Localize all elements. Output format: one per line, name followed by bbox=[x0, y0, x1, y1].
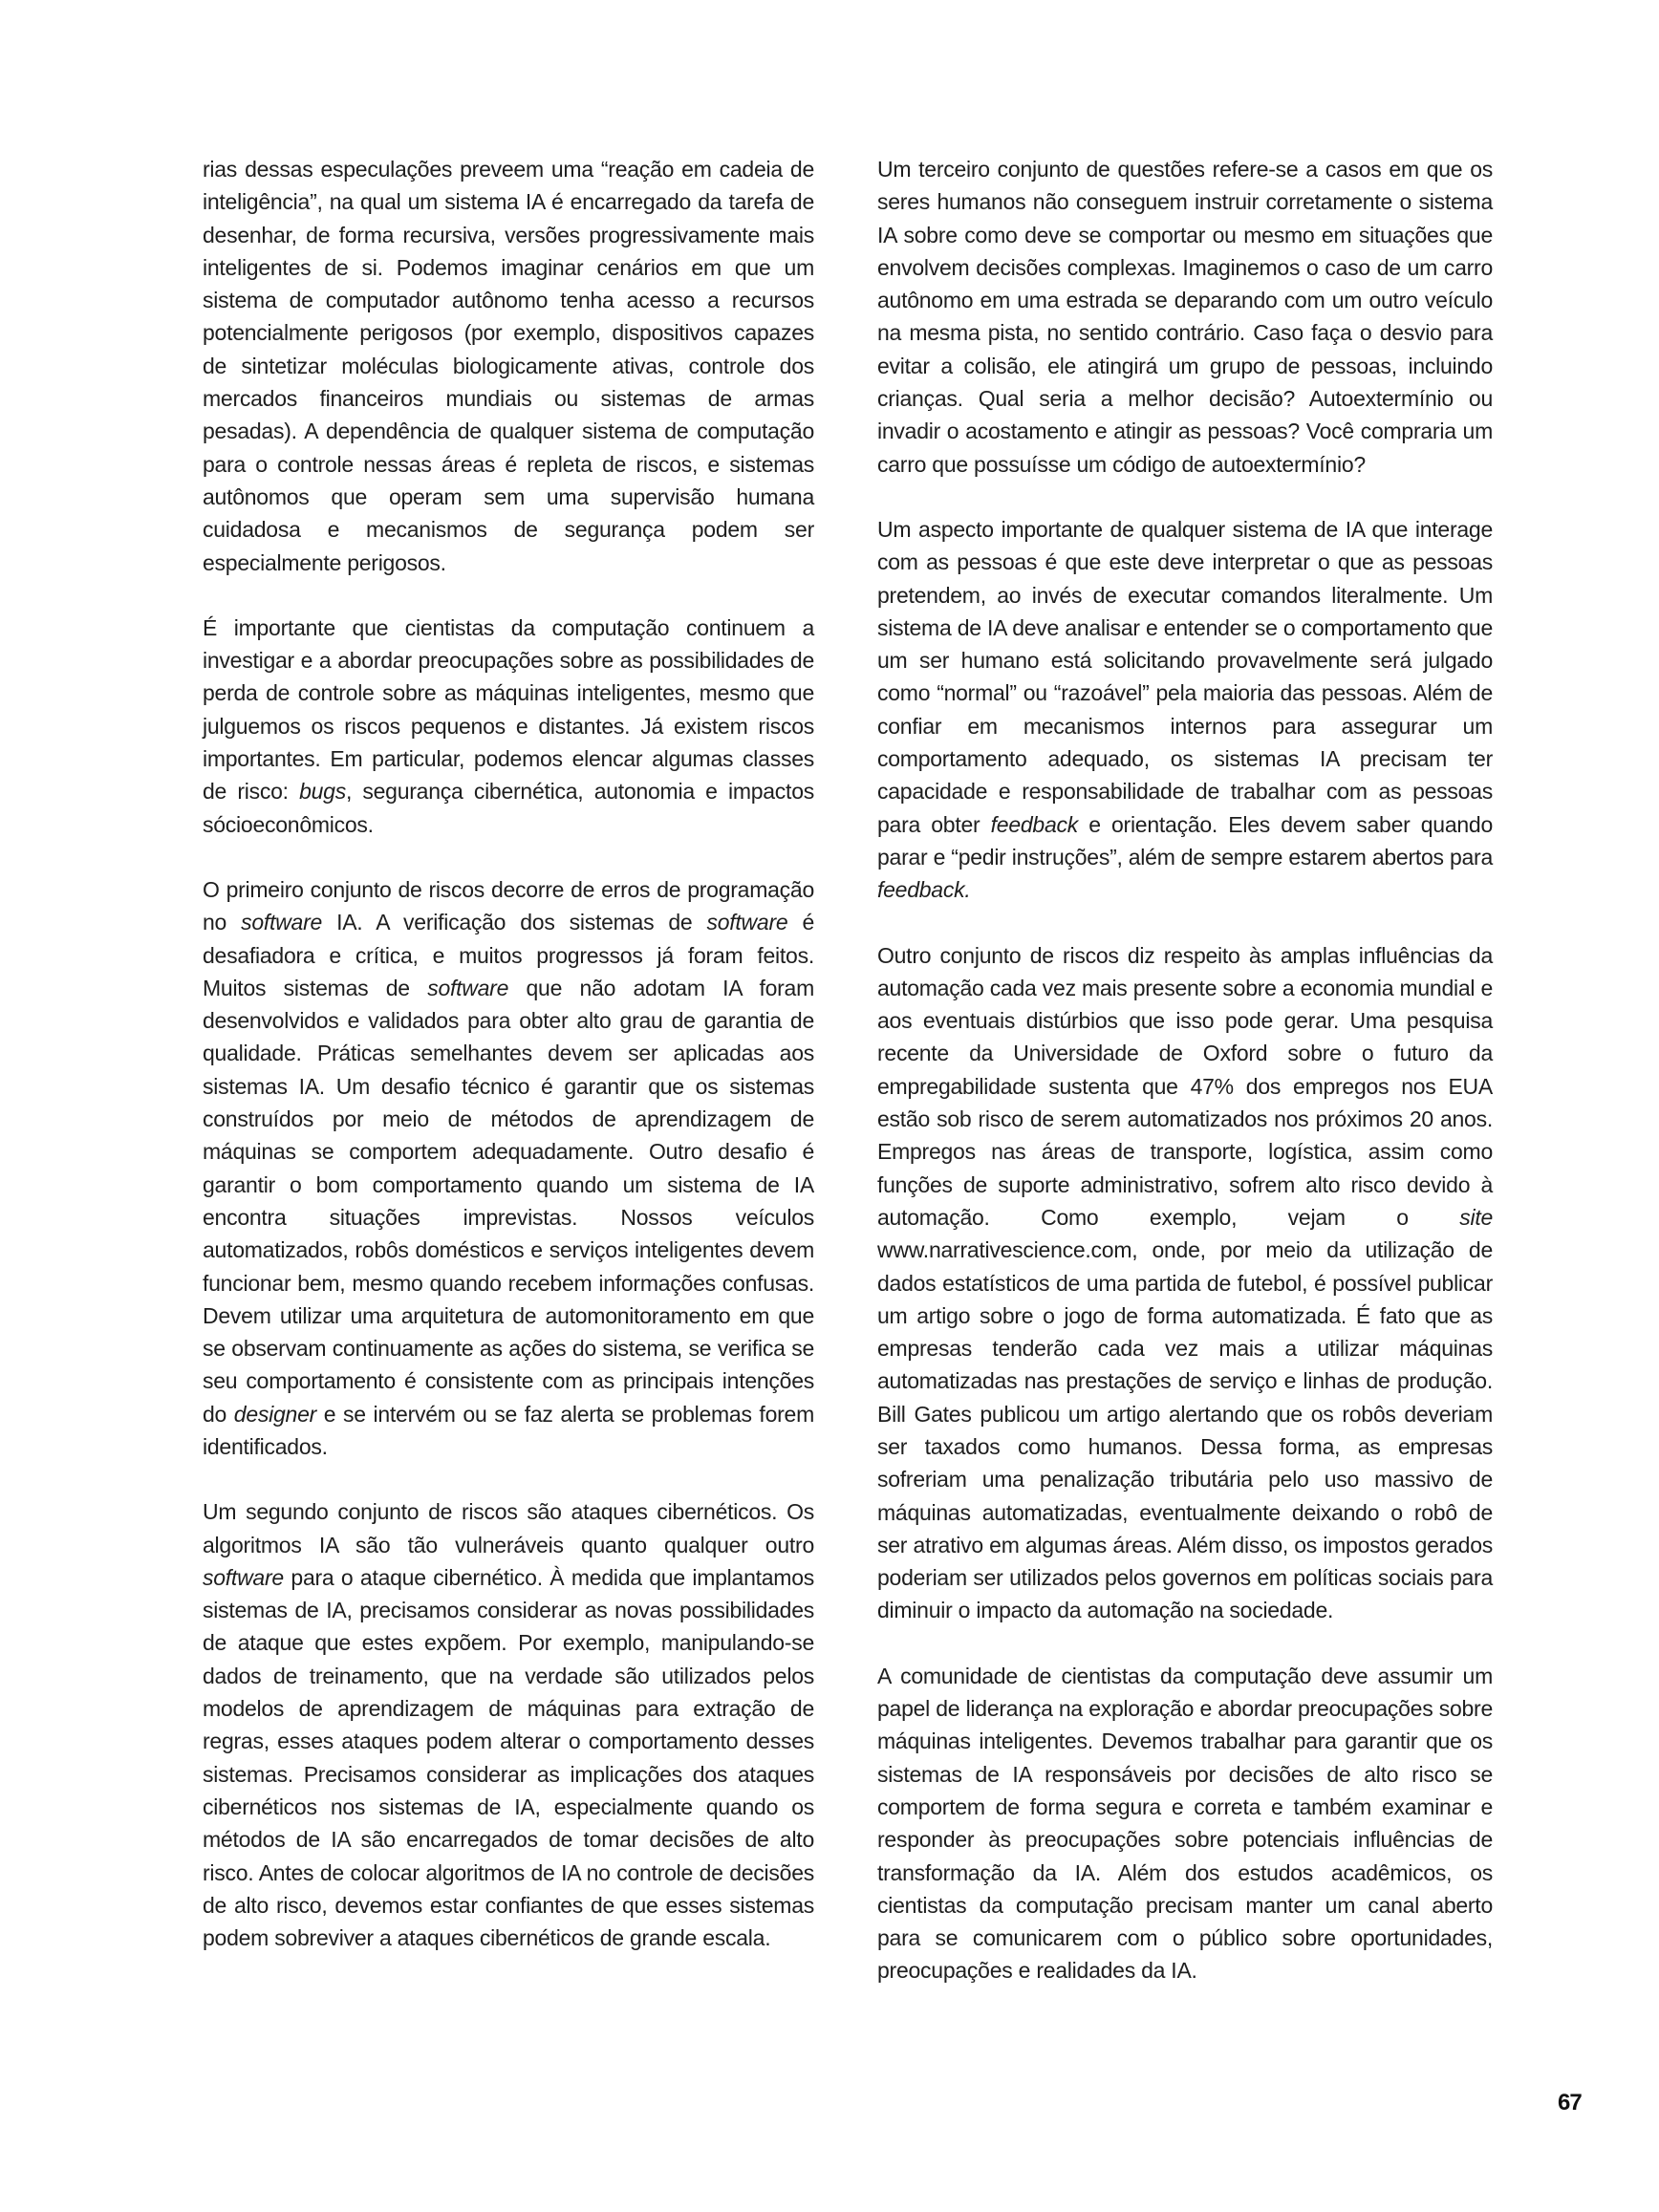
italic-term: software bbox=[706, 910, 788, 935]
paragraph bbox=[877, 1660, 1493, 1987]
paragraph bbox=[203, 153, 814, 579]
right-column bbox=[877, 153, 1493, 1987]
text-run: para o ataque cibernético. À medida que implantamos sistemas de IA, precisamos considerar as novas possibilidades de ataque que estes expõem. Por exemplo, manipulando-se dados de treinamento, que na verdade são utilizados pelos modelos de aprendizagem de máquinas para extração de regras, esses ataques podem alterar o comportamento desses sistemas. Precisamos considerar as implicações dos ataques cibernéticos nos sistemas de IA, especialmente quando os métodos de IA são encarregados de tomar decisões de alto risco. Antes de colocar algoritmos de IA no controle de decisões de alto risco, devemos estar confiantes de que esses sistemas podem sobreviver a ataques cibernéticos de grande escala. bbox=[203, 1564, 814, 1951]
page-number: 67 bbox=[1558, 2090, 1582, 2115]
italic-term: software bbox=[203, 1564, 284, 1590]
italic-term: feedback. bbox=[877, 877, 971, 903]
italic-term: bugs bbox=[299, 779, 346, 805]
text-run: O primeiro conjunto de riscos decorre de erros de programação no bbox=[203, 876, 814, 935]
italic-term: site bbox=[1459, 1204, 1493, 1230]
left-column bbox=[203, 153, 814, 1954]
text-run: Um terceiro conjunto de questões refere-se a casos em que os seres humanos não conseguem instruir corretamente o sistema IA sobre como deve se comportar ou mesmo em situações que envolvem decisões complexas. Imaginemos o caso de um carro autônomo em uma estrada se deparando com um outro veículo na mesma pista, no sentido contrário. Caso faça o desvio para evitar a colisão, ele atingirá um grupo de pessoas, incluindo crianças. Qual seria a melhor decisão? Autoextermínio ou invadir o acostamento e atingir as pessoas? Você compraria um carro que possuísse um código de autoextermínio? bbox=[877, 157, 1493, 477]
text-run: , segurança cibernética, autonomia e impactos sócioeconômicos. bbox=[203, 779, 814, 837]
text-run: www.narrativescience.com, onde, por meio da utilização de dados estatísticos de uma partida de futebol, é possível publicar um artigo sobre o jogo de forma automatizada. É fato que as empresas tenderão cada vez mais a utilizar máquinas automatizadas nas prestações de serviço e linhas de produção. Bill Gates publicou um artigo alertando que os robôs deveriam ser taxados como humanos. Dessa forma, as empresas sofreriam uma penalização tributária pelo uso massivo de máquinas automatizadas, eventualmente deixando o robô de ser atrativo em algumas áreas. Além disso, os impostos gerados poderiam ser utilizados pelos governos em políticas sociais para diminuir o impacto da automação na sociedade. bbox=[877, 1237, 1493, 1623]
paragraph bbox=[203, 1495, 814, 1954]
text-run: e se intervém ou se faz alerta se problemas forem identificados. bbox=[203, 1401, 814, 1459]
paragraph bbox=[877, 939, 1493, 1627]
text-run: e orientação. Eles devem saber quando parar e “pedir instruções”, além de sempre estarem abertos para bbox=[877, 811, 1493, 870]
text-run: Um segundo conjunto de riscos são ataques cibernéticos. Os algoritmos IA são tão vulneráveis quanto qualquer outro bbox=[203, 1499, 814, 1557]
italic-term: designer bbox=[233, 1401, 317, 1427]
paragraph bbox=[877, 513, 1493, 907]
italic-term: software bbox=[241, 910, 323, 935]
paragraph bbox=[877, 153, 1493, 481]
paragraph bbox=[203, 612, 814, 841]
text-run: IA. A verificação dos sistemas de bbox=[322, 910, 707, 935]
paragraph bbox=[203, 873, 814, 1463]
italic-term: feedback bbox=[990, 811, 1079, 837]
text-run: Um aspecto importante de qualquer sistema de IA que interage com as pessoas é que este deve interpretar o que as pessoas pretendem, ao invés de executar comandos literalmente. Um sistema de IA deve analisar e entender se o comportamento que um ser humano está solicitando provavelmente será julgado como “normal” ou “razoável” pela maioria das pessoas. Além de confiar em mecanismos internos para assegurar um comportamento adequado, os sistemas IA precisam ter capacidade e responsabilidade de trabalhar com as pessoas para obter bbox=[877, 516, 1493, 837]
text-run: A comunidade de cientistas da computação deve assumir um papel de liderança na exploração e abordar preocupações sobre máquinas inteligentes. Devemos trabalhar para garantir que os sistemas de IA responsáveis por decisões de alto risco se comportem de forma segura e correta e também examinar e responder às preocupações sobre potenciais influências de transformação da IA. Além dos estudos acadêmicos, os cientistas da computação precisam manter um canal aberto para se comunicarem com o público sobre oportunidades, preocupações e realidades da IA. bbox=[877, 1663, 1493, 1984]
text-run: É importante que cientistas da computação continuem a investigar e a abordar preocupações sobre as possibilidades de perda de controle sobre as máquinas inteligentes, mesmo que julguemos os riscos pequenos e distantes. Já existem riscos importantes. Em particular, podemos elencar algumas classes de risco: bbox=[203, 614, 814, 805]
text-run: que não adotam IA foram desenvolvidos e validados para obter alto grau de garantia de qualidade. Práticas semelhantes devem ser aplicadas aos sistemas IA. Um desafio técnico é garantir que os sistemas construídos por meio de métodos de aprendizagem de máquinas se comportem adequadamente. Outro desafio é garantir o bom comportamento quando um sistema de IA encontra situações imprevistas. Nossos veículos automatizados, robôs domésticos e serviços inteligentes devem funcionar bem, mesmo quando recebem informações confusas. Devem utilizar uma arquitetura de automonitoramento em que se observam continuamente as ações do sistema, se verifica se seu comportamento é consistente com as principais intenções do bbox=[203, 975, 814, 1427]
text-run: rias dessas especulações preveem uma “reação em cadeia de inteligência”, na qual um sistema IA é encarregado da tarefa de desenhar, de forma recursiva, versões progressivamente mais inteligentes de si. Podemos imaginar cenários em que um sistema de computador autônomo tenha acesso a recursos potencialmente perigosos (por exemplo, dispositivos capazes de sintetizar moléculas biologicamente ativas, controle dos mercados financeiros mundiais ou sistemas de armas pesadas). A dependência de qualquer sistema de computação para o controle nessas áreas é repleta de riscos, e sistemas autônomos que operam sem uma supervisão humana cuidadosa e mecanismos de segurança podem ser especialmente perigosos. bbox=[203, 157, 814, 575]
text-run: é desafiadora e crítica, e muitos progressos já foram feitos. Muitos sistemas de bbox=[203, 910, 814, 1000]
text-run: Outro conjunto de riscos diz respeito às amplas influências da automação cada vez mais presente sobre a economia mundial e aos eventuais distúrbios que isso pode gerar. Uma pesquisa recente da Universidade de Oxford sobre o futuro da empregabilidade sustenta que 47% dos empregos nos EUA estão sob risco de serem automatizados nos próximos 20 anos. Empregos nas áreas de transporte, logística, assim como funções de suporte administrativo, sofrem alto risco devido à automação. Como exemplo, vejam o bbox=[877, 942, 1493, 1230]
italic-term: software bbox=[427, 975, 509, 1000]
